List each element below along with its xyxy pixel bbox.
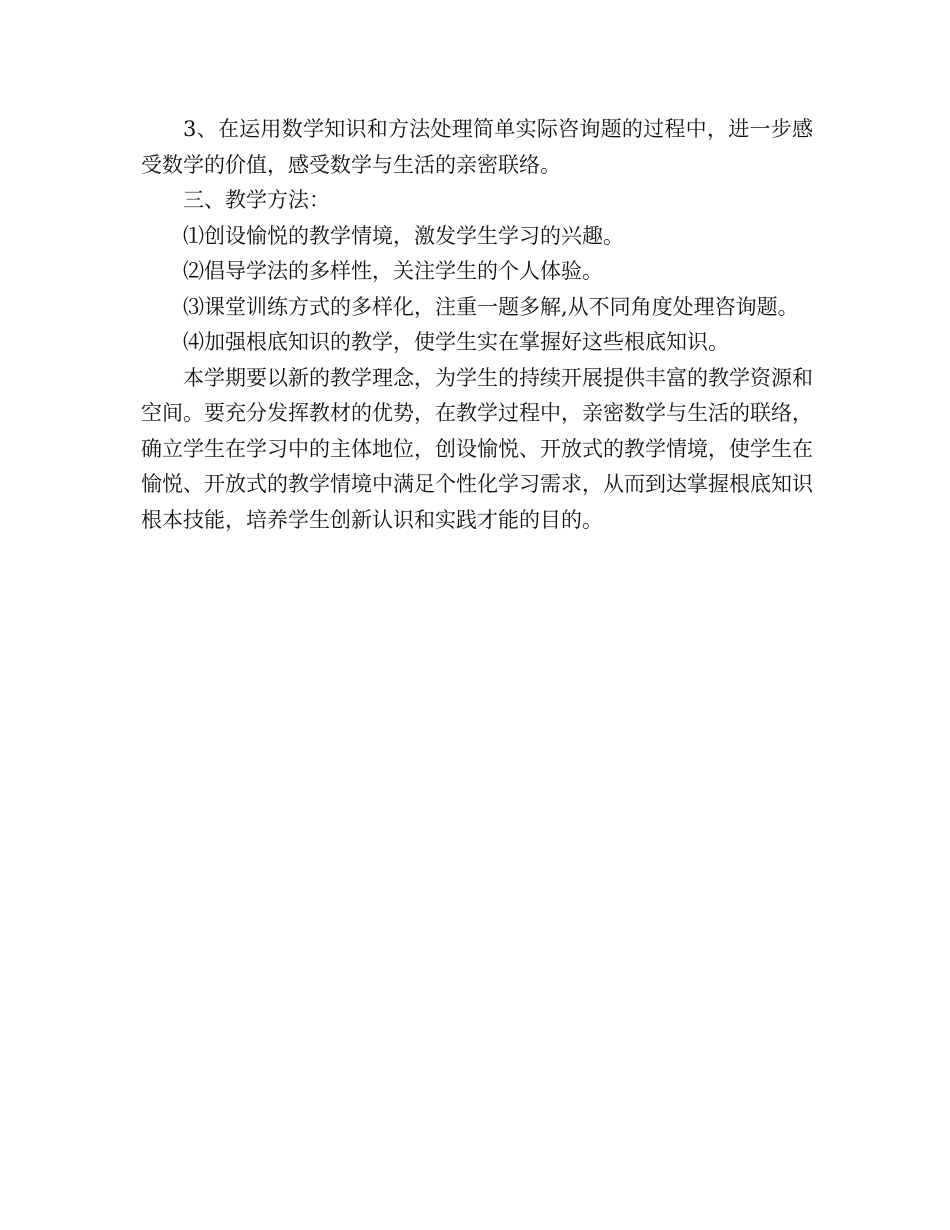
- document-body: [141, 112, 813, 538]
- section-heading-teaching-methods: 三、教学方法：: [183, 188, 330, 212]
- method-item-1: ⑴创设愉悦的教学情境，激发学生学习的兴趣。: [183, 223, 624, 248]
- method-item-3: ⑶课堂训练方式的多样化，注重一题多解,从不同角度处理咨询题。: [183, 294, 799, 319]
- summary-paragraph: 本学期要以新的教学理念，为学生的持续开展提供丰富的教学资源和空间。要充分发挥教材的优势，在教学过程中，亲密数学与生活的联络，确立学生在学习中的主体地位，创设愉悦、开放式的教学情境，使学生在愉悦、开放式的教学情境中满足个性化学习需求，从而到达掌握根底知识根本技能，培养学生创新认识和实践才能的目的。: [141, 365, 813, 532]
- paragraph-goal-3: 3、在运用数学知识和方法处理简单实际咨询题的过程中，进一步感受数学的价值，感受数学与生活的亲密联络。: [141, 117, 813, 177]
- method-item-2: ⑵倡导学法的多样性，关注学生的个人体验。: [183, 259, 603, 283]
- method-item-4: ⑷加强根底知识的教学，使学生实在掌握好这些根底知识。: [183, 330, 729, 354]
